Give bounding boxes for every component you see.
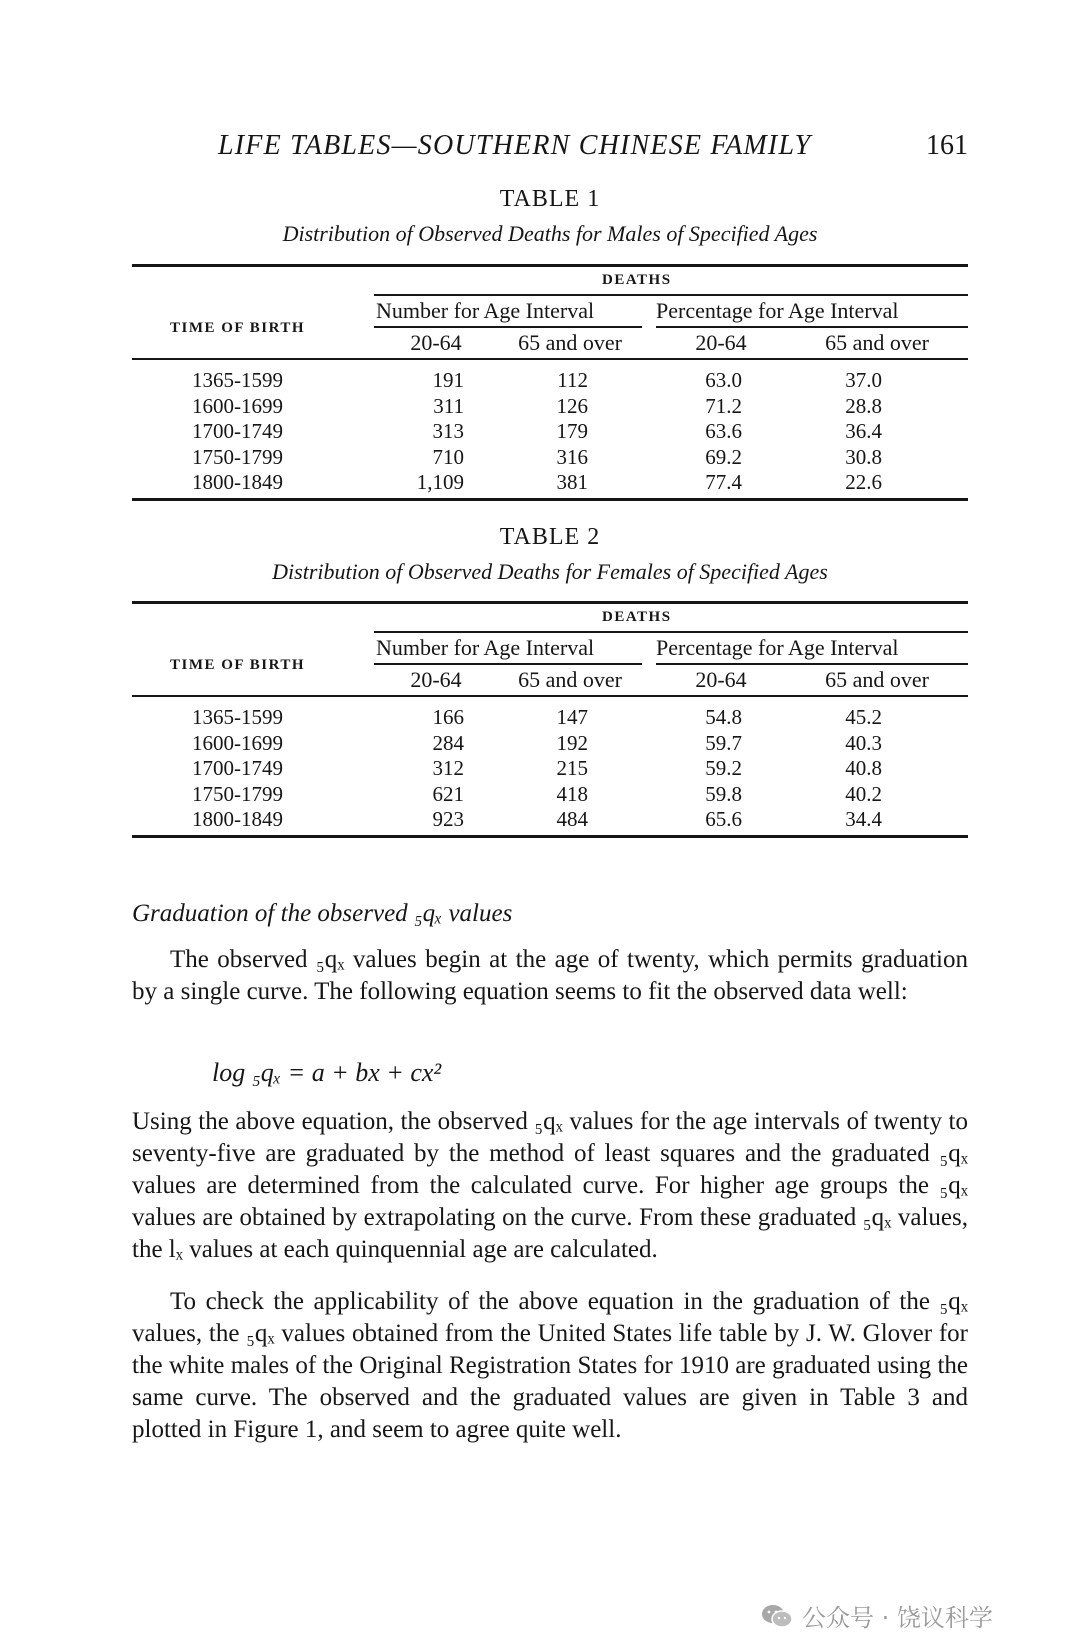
table2-label: TABLE 2 [499,524,601,550]
table-cell: 381 [556,470,588,494]
deaths-header: DEATHS [602,272,672,288]
table-cell: 34.4 [845,807,882,831]
sub-header: 65 and over [518,330,622,355]
table-cell: 215 [556,756,588,780]
table-cell: 65.6 [705,807,742,831]
number-subrule [374,663,642,665]
time-of-birth-header: TIME OF BIRTH [170,657,306,673]
table-cell: 40.8 [845,756,882,780]
page-number: 161 [926,130,968,161]
number-subrule [374,326,642,328]
table-cell: 192 [556,730,588,755]
table1-subtitle: Distribution of Observed Deaths for Males of Specified Ages [282,221,818,246]
time-of-birth-header: TIME OF BIRTH [170,320,306,336]
time-of-birth-cell: 1750-1799 [192,444,283,469]
time-of-birth-cell: 1750-1799 [192,781,283,806]
table-cell: 54.8 [705,705,742,729]
table-cell: 77.4 [705,470,742,494]
table-cell: 59.7 [705,730,742,755]
paragraph: Using the above equation, the observed ₅qₓ values for the age intervals of twenty to seventy-five are graduated by the method of least squares and the graduated ₅qₓ values are determined from the calculated curve. For higher age groups the ₅qₓ values are obtained by extrapolating on the curve. From these graduated ₅qₓ values, the lₓ values at each quinquennial age are calculated. [132,1108,968,1263]
table-cell: 313 [432,419,464,443]
table1-caption [132,186,968,247]
table-bottom-rule [132,835,968,838]
paragraph: To check the applicability of the above equation in the graduation of the ₅qₓ values, the ₅qₓ values obtained from the United States life table by J. W. Glover for the white males of the Original Registration States for 1910 are graduated using the same curve. The observed and the graduated values are given in Table 3 and plotted in Figure 1, and seem to agree quite well. [132,1288,968,1443]
table-cell: 22.6 [845,470,882,494]
table-cell: 316 [556,444,588,469]
document-page [132,0,968,1640]
table-cell: 112 [557,368,588,392]
table-cell: 179 [556,419,588,443]
watermark-text: 公众号 · 饶议科学 [802,1604,993,1632]
table-cell: 166 [432,705,464,729]
equation: log ₅qₓ = a + bx + cx² [212,1058,442,1087]
table-cell: 71.2 [705,393,742,418]
running-head [132,130,968,170]
percentage-group-header: Percentage for Age Interval [656,298,899,323]
table-cell: 312 [432,756,464,780]
header-bottom-rule [132,358,968,360]
table-cell: 28.8 [845,393,882,418]
table-top-rule [132,264,968,267]
table2-subtitle: Distribution of Observed Deaths for Females of Specified Ages [272,559,828,584]
table-cell: 69.2 [705,444,742,469]
time-of-birth-cell: 1365-1599 [192,705,283,729]
percentage-group-header: Percentage for Age Interval [656,635,899,660]
table-cell: 418 [556,781,588,806]
header-rule [374,631,968,633]
wechat-icon [760,1603,794,1629]
sub-header: 20-64 [410,330,462,355]
table-cell: 484 [556,807,588,831]
number-group-header: Number for Age Interval [376,635,595,660]
sub-header: 20-64 [695,330,747,355]
table-cell: 191 [432,368,464,392]
table-cell: 126 [556,393,588,418]
sub-header: 65 and over [518,667,622,692]
percentage-subrule [656,326,968,328]
table-cell: 63.6 [705,419,742,443]
watermark [760,1598,993,1633]
table-top-rule [132,601,968,604]
time-of-birth-cell: 1600-1699 [192,730,283,755]
number-group-header: Number for Age Interval [376,298,595,323]
time-of-birth-cell: 1700-1749 [192,756,283,780]
table-cell: 45.2 [845,705,882,729]
time-of-birth-cell: 1700-1749 [192,419,283,443]
table-cell: 923 [432,807,464,831]
running-title: LIFE TABLES—SOUTHERN CHINESE FAMILY [218,130,812,161]
table-cell: 36.4 [845,419,882,443]
table-cell: 1,109 [416,470,464,494]
time-of-birth-cell: 1800-1849 [192,470,283,494]
table-cell: 63.0 [705,368,742,392]
table-cell: 59.2 [705,756,742,780]
percentage-subrule [656,663,968,665]
section-heading: Graduation of the observed ₅qₓ values [132,900,513,927]
table-cell: 621 [432,781,464,806]
sub-header: 20-64 [410,667,462,692]
table1-label: TABLE 1 [499,186,601,212]
table-cell: 30.8 [845,444,882,469]
time-of-birth-cell: 1365-1599 [192,368,283,392]
header-bottom-rule [132,695,968,697]
table-cell: 40.2 [845,781,882,806]
table-cell: 147 [556,705,588,729]
table-cell: 710 [432,444,464,469]
deaths-header: DEATHS [602,609,672,625]
table-cell: 37.0 [845,368,882,392]
header-rule [374,294,968,296]
table-cell: 311 [433,393,464,418]
time-of-birth-cell: 1800-1849 [192,807,283,831]
table-cell: 59.8 [705,781,742,806]
sub-header: 65 and over [825,330,929,355]
table-cell: 40.3 [845,730,882,755]
table-cell: 284 [432,730,464,755]
sub-header: 65 and over [825,667,929,692]
paragraph: The observed ₅qₓ values begin at the age of twenty, which permits graduation by a single curve. The following equation seems to fit the observed data well: [132,946,968,1005]
time-of-birth-cell: 1600-1699 [192,393,283,418]
table-bottom-rule [132,498,968,501]
sub-header: 20-64 [695,667,747,692]
table2-caption [132,524,968,585]
